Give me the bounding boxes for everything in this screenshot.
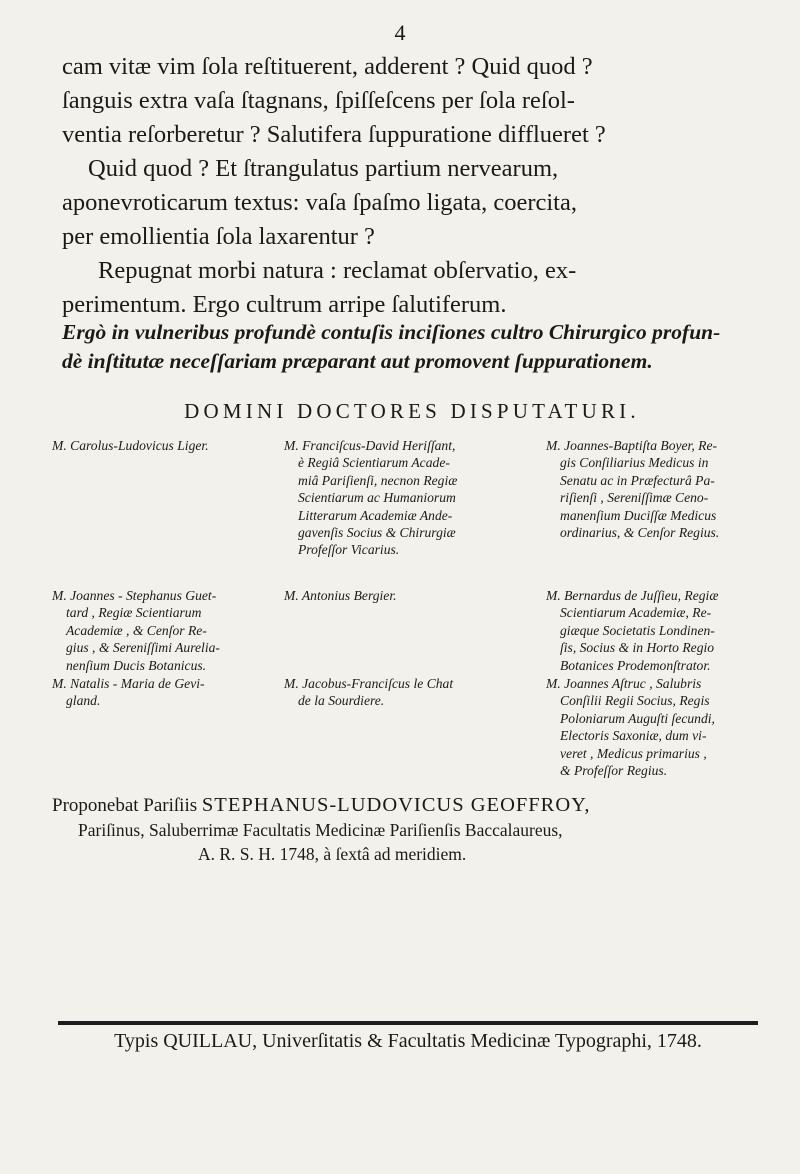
doctor-line: veret , Medicus primarius ,: [560, 745, 707, 761]
doctor-line: ordinarius, & Cenſor Regius.: [560, 525, 720, 541]
doctor-entry: [284, 437, 457, 559]
doctor-entry: [546, 587, 718, 674]
text-line: perimentum. Ergo cultrum arripe ſalutiferum.: [62, 291, 507, 318]
candidate-title: Pariſinus, Saluberrimæ Facultatis Medicinæ Pariſienſis Baccalaureus,: [78, 820, 563, 840]
doctor-line: gius , & Sereniſſimi Aurelia-: [66, 640, 220, 656]
text-line: Repugnat morbi natura : reclamat obſervatio, ex-: [98, 257, 577, 284]
doctor-line: Academiæ , & Cenſor Re-: [66, 622, 207, 638]
doctor-line: tard , Regiæ Scientiarum: [66, 605, 202, 621]
doctor-line: è Regiâ Scientiarum Acade-: [298, 455, 450, 471]
doctor-entry: [284, 587, 397, 604]
text-line: aponevroticarum textus: vaſa ſpaſmo ligata, coercita,: [62, 189, 577, 216]
doctor-line: Scientiarum ac Humaniorum: [298, 490, 456, 506]
doctor-entry: [52, 437, 209, 454]
text-line: per emollientia ſola laxarentur ?: [62, 223, 375, 250]
doctor-line: gland.: [66, 693, 101, 709]
doctor-line: M. Carolus-Ludovicus Liger.: [52, 438, 209, 453]
doctor-line: Scientiarum Academiæ, Re-: [560, 605, 712, 621]
doctor-entry: [52, 587, 220, 674]
text-line: cam vitæ vim ſola reſtituerent, adderent ? Quid quod ?: [62, 53, 593, 80]
doctor-entry: [546, 437, 719, 541]
text-line: ventia reſorberetur ? Salutifera ſuppuratione difflueret ?: [62, 121, 606, 148]
doctors-heading: DOMINI DOCTORES DISPUTATURI.: [184, 399, 640, 423]
text-line: Quid quod ? Et ſtrangulatus partium nervearum,: [88, 155, 559, 182]
doctor-line: de la Sourdiere.: [298, 693, 385, 709]
printer-imprint: Typis QUILLAU, Univerſitatis & Facultatis Medicinæ Typographi, 1748.: [114, 1030, 702, 1052]
paragraph-2: [62, 254, 752, 322]
thesis-statement: [62, 318, 762, 376]
doctor-line: manenſium Duciſſæ Medicus: [560, 507, 717, 523]
page-number: 4: [394, 20, 406, 45]
doctor-line: Poloniarum Auguſti ſecundi,: [560, 710, 715, 726]
thesis-line: dè inſtitutæ neceſſariam præparant aut promovent ſuppurationem.: [62, 349, 653, 373]
doctor-line: Electoris Saxoniæ, dum vi-: [560, 728, 707, 744]
doctor-line: M. Joannes-Baptiſta Boyer, Re-: [546, 438, 718, 453]
doctor-line: Profeſſor Vicarius.: [298, 542, 400, 558]
doctor-line: giæque Societatis Londinen-: [560, 622, 715, 638]
doctor-line: M. Bernardus de Juſſieu, Regiæ: [546, 588, 719, 603]
doctor-line: & Profeſſor Regius.: [560, 763, 668, 779]
doctor-line: M. Joannes Aſtruc , Salubris: [546, 676, 702, 691]
doctor-line: gavenſis Socius & Chirurgiæ: [298, 525, 456, 541]
doctor-line: miâ Pariſienſi, necnon Regiæ: [298, 472, 458, 488]
body-text: [62, 50, 752, 322]
doctor-line: nenſium Ducis Botanicus.: [66, 657, 207, 673]
proponebat-lead: Proponebat Pariſiis: [52, 795, 202, 816]
doctor-line: M. Antonius Bergier.: [284, 588, 397, 603]
doctor-entry: [284, 675, 453, 710]
doctor-line: Botanices Prodemonſtrator.: [560, 657, 711, 673]
doctor-line: Senatu ac in Præfecturâ Pa-: [560, 472, 715, 488]
candidate-name: STEPHANUS-LUDOVICUS GEOFFROY,: [201, 794, 591, 816]
doctor-line: riſienſi , Sereniſſimæ Ceno-: [560, 490, 709, 506]
defense-statement: [52, 793, 772, 866]
defense-date: A. R. S. H. 1748, à ſextâ ad meridiem.: [198, 844, 467, 864]
text-line: ſanguis extra vaſa ſtagnans, ſpiſſeſcens per ſola reſol-: [62, 87, 575, 114]
doctor-line: M. Natalis - Maria de Gevi-: [52, 676, 205, 691]
doctor-line: ſis, Socius & in Horto Regio: [560, 640, 715, 656]
doctor-line: M. Jacobus-Franciſcus le Chat: [284, 676, 454, 691]
doctor-line: M. Franciſcus-David Heriſſant,: [284, 438, 456, 453]
doctor-line: Litterarum Academiæ Ande-: [298, 507, 453, 523]
paragraph-1: [62, 50, 752, 254]
doctor-entry: [546, 675, 715, 779]
doctor-line: M. Joannes - Stephanus Guet-: [52, 588, 217, 603]
doctor-entry: [52, 675, 205, 710]
horizontal-rule: [58, 1021, 758, 1025]
doctor-line: Conſilii Regii Socius, Regis: [560, 693, 710, 709]
doctor-line: gis Conſiliarius Medicus in: [560, 455, 709, 471]
thesis-line: Ergò in vulneribus profundè contuſis inciſiones cultro Chirurgico profun-: [62, 320, 721, 344]
